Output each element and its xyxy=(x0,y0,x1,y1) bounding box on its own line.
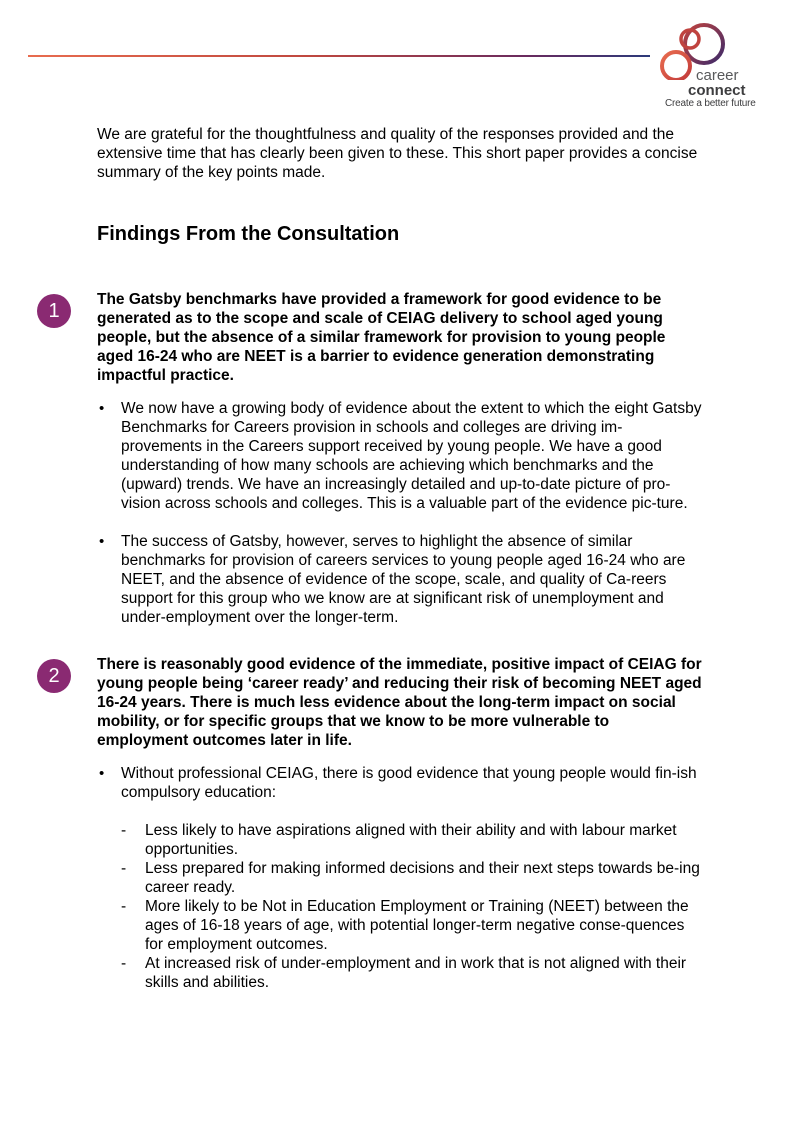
logo-word-connect: connect xyxy=(688,82,746,99)
dash-item: - Less prepared for making informed decisions and their next steps towards be-ing career ready. xyxy=(121,859,703,897)
dash-list xyxy=(121,821,703,992)
finding-2 xyxy=(48,655,703,992)
dash-item: - At increased risk of under-employment and in work that is not aligned with their skills and abilities. xyxy=(121,954,703,992)
finding-number-badge: 2 xyxy=(37,659,71,693)
bullet-item: • The success of Gatsby, however, serves to highlight the absence of similar benchmarks for provision of careers services to young people aged 16-24 who are NEET, and the absence of evidence of the scope, scale, and quality of Ca-reers support for this group who we know are at significant risk of unemployment and under-employment over the longer-term. xyxy=(97,532,703,627)
document-body xyxy=(48,125,703,992)
career-connect-logo xyxy=(654,20,764,112)
finding-bullets xyxy=(97,764,703,992)
logo-word-career: career xyxy=(696,67,739,84)
finding-1 xyxy=(48,290,703,627)
finding-number-badge: 1 xyxy=(37,294,71,328)
bullet-text: Without professional CEIAG, there is good evidence that young people would fin-ish compulsory education: xyxy=(121,765,697,801)
section-heading: Findings From the Consultation xyxy=(97,223,400,245)
finding-lead: The Gatsby benchmarks have provided a framework for good evidence to be generated as to the scope and scale of CEIAG delivery to school aged young people, but the absence of a similar framework for provision to young people aged 16-24 who are NEET is a barrier to evidence generation demonstrating impactful practice. xyxy=(97,291,666,384)
logo-tagline: Create a better future xyxy=(665,98,756,109)
finding-lead: There is reasonably good evidence of the immediate, positive impact of CEIAG for young people being ‘career ready’ and reducing their risk of becoming NEET aged 16-24 years. There is much less evidence about the long-term impact on social mobility, or for specific groups that we know to be more vulnerable to employment outcomes later in life. xyxy=(97,656,702,749)
bullet-item xyxy=(97,764,703,992)
header-rule xyxy=(28,55,650,57)
bullet-item: • We now have a growing body of evidence about the extent to which the eight Gatsby Benchmarks for Careers provision in schools and colleges are driving im-provements in the Careers support received by young people. We have a good understanding of how many schools are achieving which benchmarks and the (upward) trends. We have an increasingly detailed and up-to-date picture of pro-vision across schools and colleges. This is a valuable part of the evidence pic-ture. xyxy=(97,399,703,513)
dash-item: - Less likely to have aspirations aligned with their ability and with labour market opportunities. xyxy=(121,821,703,859)
dash-item: - More likely to be Not in Education Employment or Training (NEET) between the ages of 16-18 years of age, with potential longer-term negative conse-quences for employment outcomes. xyxy=(121,897,703,954)
intro-paragraph: We are grateful for the thoughtfulness and quality of the responses provided and the extensive time that has clearly been given to these. This short paper provides a concise summary of the key points made. xyxy=(97,126,698,181)
finding-bullets xyxy=(97,399,703,627)
